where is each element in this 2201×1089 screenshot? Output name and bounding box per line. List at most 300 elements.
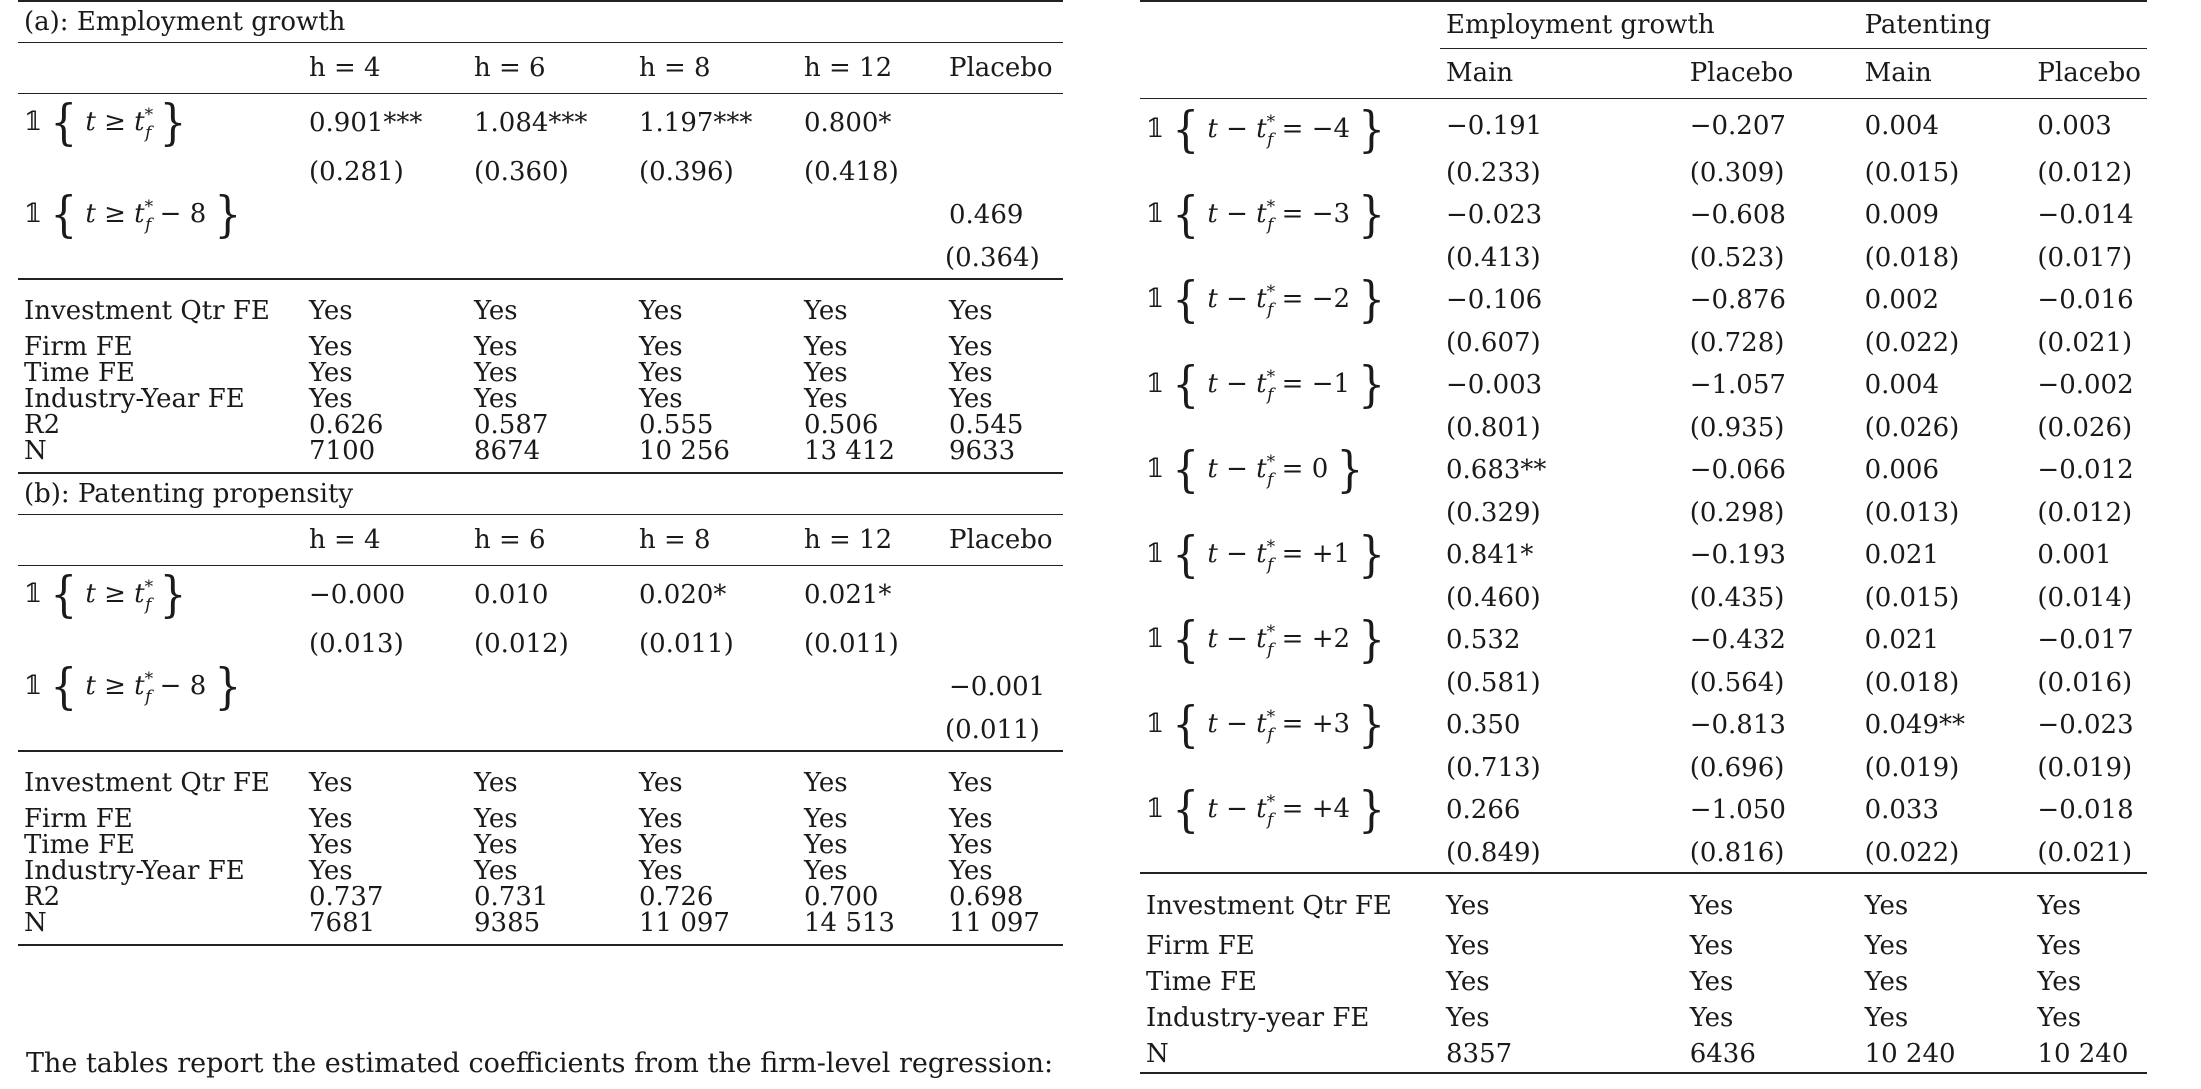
panel-b-control-row xyxy=(18,858,1063,884)
right-control-row xyxy=(1140,873,2147,928)
right-control-value: Yes xyxy=(1689,1003,1734,1033)
event-coef-row xyxy=(1140,192,2147,238)
event-label xyxy=(1140,611,1440,668)
panel-b-col-header: h = 8 xyxy=(633,515,798,566)
indicator-expression: 𝟙 { $t \ge t^*_f$ } xyxy=(24,566,187,623)
event-se-value: (0.460) xyxy=(1445,582,1541,613)
event-coef-value: 0.021 xyxy=(1864,540,1940,570)
event-se-row xyxy=(1140,238,2147,277)
event-se-value: (0.935) xyxy=(1689,412,1785,443)
event-se-value: (0.696) xyxy=(1689,752,1785,783)
event-se-value: (0.016) xyxy=(2037,667,2133,698)
panel-b-control-label: N xyxy=(18,910,303,945)
panel-a-se-value: (0.418) xyxy=(804,157,899,187)
panel-a-control-value: Yes xyxy=(474,358,518,388)
panel-a-control-value: Yes xyxy=(949,358,993,388)
panel-a-coef-row xyxy=(18,192,1063,238)
event-coef-value: 0.049** xyxy=(1864,710,1966,740)
subheader-blank xyxy=(1140,48,1440,99)
event-se-value: (0.607) xyxy=(1445,327,1541,358)
event-coef-value: 0.009 xyxy=(1864,200,1940,230)
panel-b-col-header: Placebo xyxy=(943,515,1063,566)
event-coef-value: −0.608 xyxy=(1689,200,1786,230)
right-control-row xyxy=(1140,1000,2147,1036)
event-coef-value: 0.003 xyxy=(2037,111,2112,141)
right-control-value: Yes xyxy=(1445,967,1490,997)
panel-b-control-value: 11 097 xyxy=(633,910,798,945)
group-header-patenting: Patenting xyxy=(1859,1,2147,48)
group-header-employment: Employment growth xyxy=(1440,1,1859,48)
panel-a-se-row xyxy=(18,238,1063,279)
event-coef-value: −0.432 xyxy=(1689,625,1786,655)
panel-b-coef-value xyxy=(633,664,798,710)
panel-a-control-value: 10 256 xyxy=(633,438,798,473)
panel-b-control-value: Yes xyxy=(949,830,993,860)
event-coef-value: 0.004 xyxy=(1864,111,1940,141)
panel-a-title: (a): Employment growth xyxy=(18,1,1063,43)
event-coef-value: −0.017 xyxy=(2037,625,2134,655)
panel-b-control-value: 7681 xyxy=(303,910,468,945)
panel-b-control-row xyxy=(18,832,1063,858)
event-se-value: (0.013) xyxy=(1864,497,1960,528)
panel-b-control-row xyxy=(18,884,1063,910)
panel-b-control-label: Firm FE xyxy=(24,804,133,834)
panel-a-control-value: Yes xyxy=(309,332,353,362)
panel-a-control-value: Yes xyxy=(639,384,683,414)
event-coef-value: 0.350 xyxy=(1445,710,1521,740)
panel-a-control-value: Yes xyxy=(949,384,993,414)
panel-b-control-value: 0.700 xyxy=(804,882,879,912)
panel-a-coef-value xyxy=(798,192,943,238)
panel-a-coef-value: 0.901*** xyxy=(309,108,423,138)
panel-b-control-row xyxy=(18,910,1063,945)
event-coef-row xyxy=(1140,99,2147,154)
panel-a-control-value: 13 412 xyxy=(798,438,943,473)
event-se-row xyxy=(1140,833,2147,873)
panel-a-control-value: Yes xyxy=(309,384,353,414)
panel-a-control-value: Yes xyxy=(468,279,633,334)
panel-b-se-row xyxy=(18,624,1063,664)
panel-b-se-value xyxy=(468,710,633,751)
panel-a-se-value xyxy=(303,238,468,279)
panel-a-coef-row xyxy=(18,94,1063,153)
event-label xyxy=(1140,441,1440,498)
event-se-row xyxy=(1140,663,2147,702)
indicator-expression: 𝟙 { $t - t^*_f = +4$ } xyxy=(1146,781,1386,838)
panel-a-se-value xyxy=(798,238,943,279)
right-control-value: 10 240 xyxy=(2031,1036,2147,1073)
panel-b-coef-value: 0.020* xyxy=(639,580,727,610)
right-control-row xyxy=(1140,964,2147,1000)
indicator-expression: 𝟙 { $t - t^*_f = +1$ } xyxy=(1146,526,1386,583)
panel-b-control-value: Yes xyxy=(639,856,683,886)
event-se-value: (0.309) xyxy=(1689,157,1785,188)
event-se-value: (0.018) xyxy=(1864,242,1960,273)
panel-b-control-value: Yes xyxy=(309,830,353,860)
subheader-cell: Main xyxy=(1859,48,2032,99)
panel-a-table xyxy=(18,0,1063,474)
panel-a-coef-value xyxy=(943,94,1063,153)
panel-b-control-row xyxy=(18,806,1063,832)
panel-b-control-value: Yes xyxy=(804,804,848,834)
event-coef-value: −0.066 xyxy=(1689,455,1786,485)
event-se-value: (0.026) xyxy=(1864,412,1960,443)
event-se-value: (0.849) xyxy=(1445,837,1541,868)
event-coef-value: −0.193 xyxy=(1689,540,1786,570)
event-coef-value: −0.191 xyxy=(1445,111,1543,141)
event-label xyxy=(1140,696,1440,753)
panel-a-control-value: 0.555 xyxy=(639,410,714,440)
right-control-value: Yes xyxy=(1864,967,1909,997)
panel-a-control-value: Yes xyxy=(633,279,798,334)
right-control-value: Yes xyxy=(2037,931,2082,961)
event-se-value: (0.581) xyxy=(1445,667,1541,698)
panel-b-col-header: h = 12 xyxy=(798,515,943,566)
event-coef-row xyxy=(1140,447,2147,493)
event-coef-value: −0.012 xyxy=(2037,455,2134,485)
panel-a-control-value: Yes xyxy=(949,332,993,362)
event-se-value: (0.021) xyxy=(2037,327,2133,358)
panel-a-header-row xyxy=(18,43,1063,94)
right-control-label: Time FE xyxy=(1146,967,1257,997)
event-coef-value: −0.014 xyxy=(2037,200,2134,230)
event-se-value: (0.523) xyxy=(1689,242,1785,273)
panel-a-control-value: Yes xyxy=(309,358,353,388)
event-se-value: (0.801) xyxy=(1445,412,1541,443)
event-coef-value: 0.841* xyxy=(1445,540,1534,570)
panel-b-control-label: Investment Qtr FE xyxy=(18,751,303,806)
event-se-value: (0.015) xyxy=(1864,582,1960,613)
panel-a-control-value: Yes xyxy=(804,332,848,362)
right-control-label: Industry-year FE xyxy=(1146,1003,1370,1033)
panel-b-control-value: Yes xyxy=(303,751,468,806)
right-control-value: Yes xyxy=(1859,873,2032,928)
panel-a-control-row xyxy=(18,279,1063,334)
event-se-row xyxy=(1140,748,2147,787)
event-se-value: (0.018) xyxy=(1864,667,1960,698)
panel-b-coef-value xyxy=(798,664,943,710)
panel-a-se-row xyxy=(18,152,1063,192)
event-coef-value: −1.050 xyxy=(1689,795,1786,825)
panel-a-control-value: Yes xyxy=(943,279,1063,334)
indicator-expression: 𝟙 { $t - t^*_f = -4$ } xyxy=(1146,101,1386,158)
right-control-row xyxy=(1140,928,2147,964)
panel-b-control-value: Yes xyxy=(804,830,848,860)
panel-a-se-value xyxy=(943,152,1063,192)
event-se-value: (0.329) xyxy=(1445,497,1541,528)
event-se-value: (0.019) xyxy=(1864,752,1960,783)
indicator-expression: 𝟙 { $t - t^*_f = +3$ } xyxy=(1146,696,1386,753)
panel-b-se-value xyxy=(943,624,1063,664)
panel-b-control-value: 11 097 xyxy=(943,910,1063,945)
panel-b-title: (b): Patenting propensity xyxy=(18,474,1063,515)
panel-b-se-row xyxy=(18,710,1063,751)
panel-a-control-row xyxy=(18,360,1063,386)
event-label xyxy=(1140,99,1440,158)
panel-a-control-value: 0.626 xyxy=(309,410,384,440)
panel-a-se-label xyxy=(18,238,303,279)
event-se-value: (0.014) xyxy=(2037,582,2133,613)
panel-b-se-value: (0.013) xyxy=(309,629,404,659)
panel-a-control-value: 0.506 xyxy=(804,410,879,440)
panel-b-se-label xyxy=(18,710,303,751)
panel-b-table xyxy=(18,474,1063,946)
panel-a-control-value: 7100 xyxy=(303,438,468,473)
panel-b-control-value: Yes xyxy=(798,751,943,806)
group-header-row xyxy=(1140,1,2147,48)
panel-b-se-value: (0.012) xyxy=(474,629,569,659)
panel-a-se-value: (0.364) xyxy=(945,243,1040,273)
right-control-label: Investment Qtr FE xyxy=(1140,873,1440,928)
panel-b-control-value: 0.731 xyxy=(474,882,549,912)
event-coef-value: −0.018 xyxy=(2037,795,2134,825)
panel-a-col-header: h = 8 xyxy=(633,43,798,94)
event-coef-value: −0.813 xyxy=(1689,710,1786,740)
event-coef-row xyxy=(1140,532,2147,578)
event-se-value: (0.015) xyxy=(1864,157,1960,188)
indicator-expression: 𝟙 { $t \ge t^*_f - 8$ } xyxy=(24,658,242,715)
panel-b-se-value xyxy=(303,710,468,751)
panel-a-coef-value: 0.800* xyxy=(804,108,892,138)
panel-b-control-value: Yes xyxy=(309,856,353,886)
right-control-value: Yes xyxy=(1440,873,1684,928)
event-se-row xyxy=(1140,408,2147,447)
panel-b-coef-value: −0.001 xyxy=(949,672,1046,702)
panel-a-se-value: (0.281) xyxy=(309,157,404,187)
right-control-row xyxy=(1140,1036,2147,1073)
panel-a-control-value: Yes xyxy=(303,279,468,334)
right-control-label: Firm FE xyxy=(1146,931,1255,961)
event-coef-value: −0.023 xyxy=(1445,200,1543,230)
panel-a-se-value: (0.396) xyxy=(639,157,734,187)
right-control-value: Yes xyxy=(2031,873,2147,928)
right-control-value: Yes xyxy=(1864,1003,1909,1033)
panel-a-col-header xyxy=(18,43,303,94)
panel-a-control-row xyxy=(18,438,1063,473)
event-se-row xyxy=(1140,578,2147,617)
event-label xyxy=(1140,526,1440,583)
panel-a-coef-value xyxy=(303,192,468,238)
event-coef-value: −0.023 xyxy=(2037,710,2134,740)
left-regression-table xyxy=(18,0,1063,946)
event-label xyxy=(1140,186,1440,243)
right-control-value: Yes xyxy=(2037,1003,2082,1033)
right-control-value: Yes xyxy=(1445,931,1490,961)
event-se-value: (0.012) xyxy=(2037,157,2133,188)
panel-a-col-header: h = 12 xyxy=(798,43,943,94)
panel-b-control-label: Industry-Year FE xyxy=(24,856,245,886)
event-se-row xyxy=(1140,153,2147,192)
event-label xyxy=(1140,356,1440,413)
event-coef-value: −0.003 xyxy=(1445,370,1543,400)
panel-b-se-value xyxy=(633,710,798,751)
event-se-value: (0.713) xyxy=(1445,752,1541,783)
event-se-value: (0.012) xyxy=(2037,497,2133,528)
event-se-value: (0.021) xyxy=(2037,837,2133,868)
panel-b-coef-label xyxy=(18,566,303,625)
panel-a-control-label: N xyxy=(18,438,303,473)
panel-a-control-value: Yes xyxy=(804,358,848,388)
event-se-value: (0.019) xyxy=(2037,752,2133,783)
panel-b-control-label: Time FE xyxy=(24,830,135,860)
event-coef-value: 0.001 xyxy=(2037,540,2112,570)
panel-b-control-value: Yes xyxy=(943,751,1063,806)
event-se-blank xyxy=(1140,833,1440,873)
panel-b-coef-value: 0.021* xyxy=(804,580,892,610)
panel-a-control-value: Yes xyxy=(798,279,943,334)
event-se-value: (0.435) xyxy=(1689,582,1785,613)
event-coef-value: 0.683** xyxy=(1445,455,1547,485)
event-coef-value: 0.002 xyxy=(1864,285,1940,315)
panel-a-control-value: Yes xyxy=(639,332,683,362)
event-coef-value: 0.004 xyxy=(1864,370,1940,400)
event-se-value: (0.413) xyxy=(1445,242,1541,273)
panel-b-coef-value xyxy=(943,566,1063,625)
panel-a-coef-label xyxy=(18,186,303,243)
right-control-value: 8357 xyxy=(1440,1036,1684,1073)
panel-b-col-header: h = 6 xyxy=(468,515,633,566)
panel-a-se-value xyxy=(468,238,633,279)
panel-b-coef-value xyxy=(303,664,468,710)
indicator-expression: 𝟙 { $t - t^*_f = 0$ } xyxy=(1146,441,1364,498)
event-study-table xyxy=(1140,0,2147,1074)
panel-b-control-value: Yes xyxy=(639,830,683,860)
panel-b-control-value: Yes xyxy=(639,804,683,834)
indicator-expression: 𝟙 { $t - t^*_f = -3$ } xyxy=(1146,186,1386,243)
panel-a-control-label: Time FE xyxy=(24,358,135,388)
panel-a-control-value: Yes xyxy=(474,384,518,414)
event-label xyxy=(1140,271,1440,328)
event-se-row xyxy=(1140,323,2147,362)
event-se-value: (0.233) xyxy=(1445,157,1541,188)
panel-b-coef-label xyxy=(18,658,303,715)
panel-b-control-row xyxy=(18,751,1063,806)
event-se-value: (0.026) xyxy=(2037,412,2133,443)
panel-b-se-value: (0.011) xyxy=(804,629,899,659)
indicator-expression: 𝟙 { $t - t^*_f = +2$ } xyxy=(1146,611,1386,668)
panel-b-col-header xyxy=(18,515,303,566)
panel-a-control-label: Firm FE xyxy=(24,332,133,362)
panel-b-se-value: (0.011) xyxy=(639,629,734,659)
right-control-value: Yes xyxy=(1689,931,1734,961)
right-control-label: N xyxy=(1140,1036,1440,1073)
event-se-value: (0.017) xyxy=(2037,242,2133,273)
panel-b-control-value: Yes xyxy=(474,830,518,860)
panel-b-se-value: (0.011) xyxy=(945,715,1040,745)
panel-a-se-value: (0.360) xyxy=(474,157,569,187)
panel-a-se-value xyxy=(633,238,798,279)
panel-a-coef-label xyxy=(18,94,303,153)
panel-a-control-label: Industry-Year FE xyxy=(24,384,245,414)
panel-a-control-value: 9633 xyxy=(943,438,1063,473)
panel-b-title-row xyxy=(18,474,1063,515)
panel-a-coef-value: 1.197*** xyxy=(639,108,753,138)
panel-a-control-value: 8674 xyxy=(468,438,633,473)
panel-a-col-header: Placebo xyxy=(943,43,1063,94)
panel-b-coef-row xyxy=(18,566,1063,625)
event-coef-value: −0.002 xyxy=(2037,370,2134,400)
panel-a-control-label: Investment Qtr FE xyxy=(18,279,303,334)
event-coef-row xyxy=(1140,277,2147,323)
indicator-expression: 𝟙 { $t \ge t^*_f - 8$ } xyxy=(24,186,242,243)
panel-b-control-value: 0.737 xyxy=(309,882,384,912)
panel-b-header-row xyxy=(18,515,1063,566)
panel-a-control-value: 0.587 xyxy=(474,410,549,440)
panel-b-control-value: Yes xyxy=(468,751,633,806)
right-control-value: 6436 xyxy=(1684,1036,1859,1073)
subheader-cell: Placebo xyxy=(2031,48,2147,99)
event-coef-value: −0.016 xyxy=(2037,285,2134,315)
panel-b-coef-value: 0.010 xyxy=(474,580,549,610)
event-se-value: (0.298) xyxy=(1689,497,1785,528)
panel-b-coef-row xyxy=(18,664,1063,710)
event-se-value: (0.564) xyxy=(1689,667,1785,698)
panel-a-control-value: Yes xyxy=(639,358,683,388)
panel-b-control-value: 0.726 xyxy=(639,882,714,912)
event-coef-value: 0.021 xyxy=(1864,625,1940,655)
panel-a-coef-value: 0.469 xyxy=(949,200,1024,230)
event-label xyxy=(1140,781,1440,838)
event-coef-row xyxy=(1140,362,2147,408)
indicator-expression: 𝟙 { $t - t^*_f = -1$ } xyxy=(1146,356,1386,413)
right-event-study-table xyxy=(1140,0,2147,1074)
panel-b-control-label: R2 xyxy=(24,882,61,912)
event-coef-row xyxy=(1140,617,2147,663)
panel-b-control-value: 9385 xyxy=(468,910,633,945)
panel-b-col-header: h = 4 xyxy=(303,515,468,566)
indicator-expression: 𝟙 { $t - t^*_f = -2$ } xyxy=(1146,271,1386,328)
event-se-value: (0.728) xyxy=(1689,327,1785,358)
event-coef-value: 0.006 xyxy=(1864,455,1940,485)
subheader-cell: Main xyxy=(1440,48,1684,99)
panel-a-col-header: h = 4 xyxy=(303,43,468,94)
subheader-row xyxy=(1140,48,2147,99)
panel-a-control-label: R2 xyxy=(24,410,61,440)
panel-a-col-header: h = 6 xyxy=(468,43,633,94)
event-coef-value: 0.033 xyxy=(1864,795,1940,825)
panel-b-control-value: Yes xyxy=(804,856,848,886)
right-control-value: Yes xyxy=(2037,967,2082,997)
table-note: The tables report the estimated coefficients from the firm-level regression: xyxy=(26,1048,1054,1079)
indicator-expression: 𝟙 { $t \ge t^*_f$ } xyxy=(24,94,187,151)
panel-a-coef-value xyxy=(468,192,633,238)
panel-a-control-value: Yes xyxy=(474,332,518,362)
group-header-blank xyxy=(1140,1,1440,48)
event-coef-value: −0.876 xyxy=(1689,285,1786,315)
panel-b-control-value: 14 513 xyxy=(798,910,943,945)
event-coef-value: 0.532 xyxy=(1445,625,1521,655)
panel-b-control-value: Yes xyxy=(474,856,518,886)
event-coef-value: −0.106 xyxy=(1445,285,1543,315)
event-coef-row xyxy=(1140,702,2147,748)
subheader-cell: Placebo xyxy=(1684,48,1859,99)
panel-b-control-value: Yes xyxy=(949,856,993,886)
event-coef-row xyxy=(1140,787,2147,833)
panel-b-control-value: Yes xyxy=(949,804,993,834)
panel-b-control-value: Yes xyxy=(309,804,353,834)
panel-b-control-value: Yes xyxy=(633,751,798,806)
event-coef-value: −1.057 xyxy=(1689,370,1786,400)
panel-a-control-value: 0.545 xyxy=(949,410,1024,440)
panel-a-control-row xyxy=(18,412,1063,438)
panel-a-coef-value xyxy=(633,192,798,238)
event-se-value: (0.022) xyxy=(1864,327,1960,358)
panel-a-control-row xyxy=(18,334,1063,360)
event-se-row xyxy=(1140,493,2147,532)
right-control-value: Yes xyxy=(1445,1003,1490,1033)
event-se-value: (0.022) xyxy=(1864,837,1960,868)
event-coef-value: 0.266 xyxy=(1445,795,1521,825)
